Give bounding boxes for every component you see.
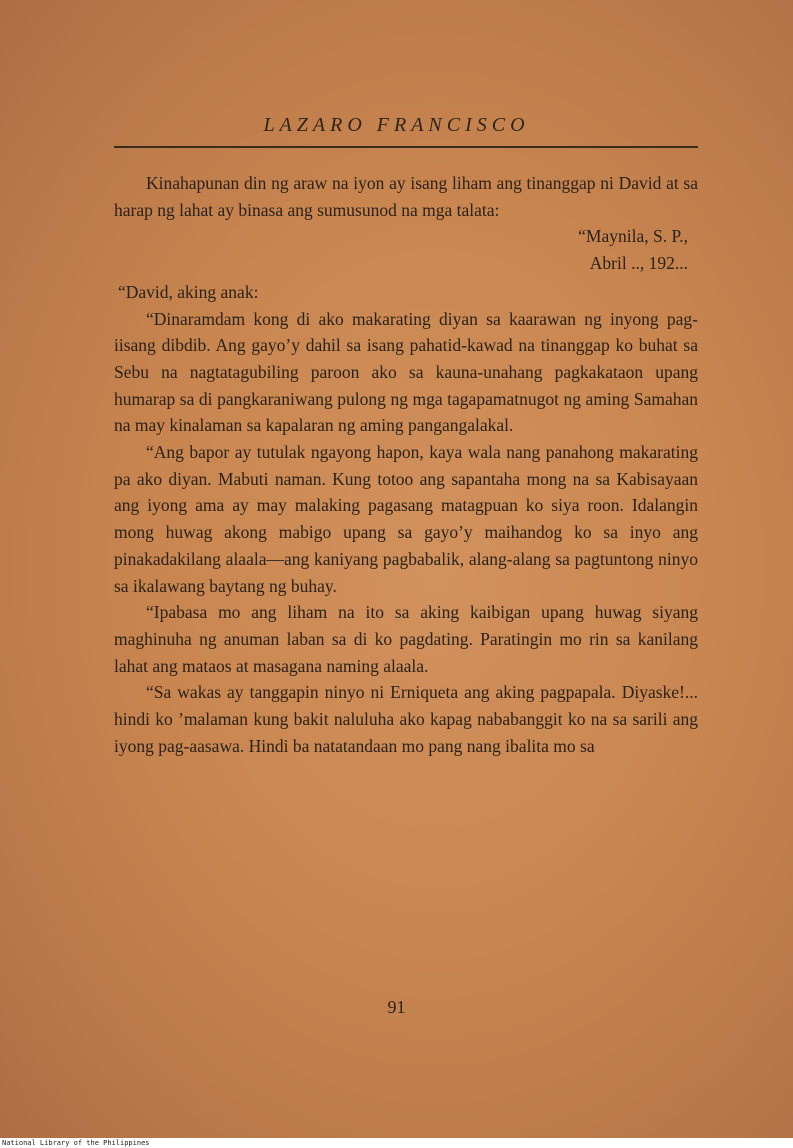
header-rule [114,146,698,148]
running-header: LAZARO FRANCISCO [263,114,530,136]
library-footer: National Library of the Philippines [2,1139,150,1147]
letter-paragraph-3: “Ipabasa mo ang liham na ito sa aking kaibigan upang huwag siyang maghinuha ng anuman laban sa di ko pagdating. Paratingin mo rin sa kanilang lahat ang mataos at masagana naming alaala. [114,602,698,676]
intro-paragraph: Kinahapunan din ng araw na iyon ay isang liham ang tinanggap ni David at sa harap ng lahat ay binasa ang sumusunod na mga talata: [114,173,698,220]
letter-salutation: “David, aking anak: [118,281,259,302]
letter-date: Abril .., 192... [589,253,688,274]
letter-paragraph-2: “Ang bapor ay tutulak ngayong hapon, kaya wala nang panahong makarating pa ako diyan. Mabuti naman. Kung totoo ang sapantaha mong na sa Kabisayaan ang iyong ama ay may malaking pagasang matagpuan ko siya roon. Idalangin mong huwag akong mabigo upang sa gayo’y maihandog ko sa inyo ang pinakadakilang alaala—ang kaniyang pagbabalik, alang-alang sa pagtuntong ninyo sa ikalawang baytang ng buhay. [114,442,698,596]
page-number: 91 [387,997,406,1017]
letter-paragraph-1: “Dinaramdam kong di ako makarating diyan sa kaarawan ng inyong pag-iisang dibdib. Ang gayo’y dahil sa isang pahatid-kawad na tinanggap ko buhat sa Sebu na nagtatagubiling paroon ako sa kauna-unahang pagkakataon upang humarap sa di pangkaraniwang pulong ng mga tagapamatnugot ng aming Samahan na may kinalaman sa kapalaran ng aming pangangalakal. [114,308,698,436]
page-body [114,170,698,759]
letter-place: “Maynila, S. P., [578,226,688,247]
letter-paragraph-4: “Sa wakas ay tanggapin ninyo ni Erniqueta ang aking pagpapala. Diyaske!... hindi ko ’malaman kung bakit naluluha ako kapag nababanggit ko na sa sarili ang iyong pag-aasawa. Hindi ba natatandaan mo pang nang ibalita mo sa [114,682,698,756]
